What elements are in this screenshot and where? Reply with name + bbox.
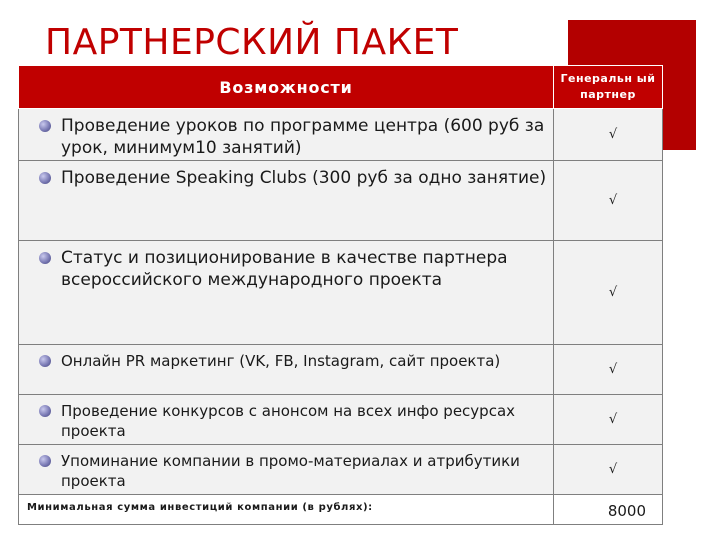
min-investment-label: Минимальная сумма инвестиций компании (в рублях):: [19, 495, 554, 525]
feature-cell: [19, 109, 554, 161]
table-footer-row: [19, 495, 663, 525]
page-title: ПАРТНЕРСКИЙ ПАКЕТ: [45, 22, 459, 63]
header-partner: Генеральн ый партнер: [554, 66, 663, 109]
feature-text: Проведение Speaking Clubs (300 руб за одно занятие): [61, 168, 547, 188]
feature-text: Упоминание компании в промо-материалах и атрибутики проекта: [61, 452, 520, 490]
checkmark: √: [554, 395, 663, 445]
table-row: [19, 241, 663, 345]
bullet-icon: [39, 120, 51, 132]
table-row: [19, 395, 663, 445]
checkmark: √: [554, 241, 663, 345]
table-row: [19, 445, 663, 495]
checkmark: √: [554, 161, 663, 241]
min-investment-value: 8000: [554, 495, 663, 525]
bullet-icon: [39, 405, 51, 417]
bullet-icon: [39, 355, 51, 367]
table-row: [19, 161, 663, 241]
table-header-row: [19, 66, 663, 109]
bullet-icon: [39, 252, 51, 264]
feature-cell: [19, 345, 554, 395]
bullet-icon: [39, 172, 51, 184]
header-features: Возможности: [19, 66, 554, 109]
bullet-icon: [39, 455, 51, 467]
feature-text: Проведение конкурсов с анонсом на всех инфо ресурсах проекта: [61, 402, 516, 440]
partner-package-table: [18, 65, 663, 525]
feature-cell: [19, 395, 554, 445]
feature-text: Статус и позиционирование в качестве партнера всероссийского международного проекта: [61, 248, 508, 290]
feature-cell: [19, 161, 554, 241]
table-row: [19, 345, 663, 395]
table-row: [19, 109, 663, 161]
checkmark: √: [554, 345, 663, 395]
checkmark: √: [554, 109, 663, 161]
feature-text: Проведение уроков по программе центра (600 руб за урок, минимум10 занятий): [61, 116, 545, 158]
feature-cell: [19, 241, 554, 345]
checkmark: √: [554, 445, 663, 495]
feature-text: Онлайн PR маркетинг (VK, FB, Instagram, сайт проекта): [61, 352, 501, 370]
feature-cell: [19, 445, 554, 495]
